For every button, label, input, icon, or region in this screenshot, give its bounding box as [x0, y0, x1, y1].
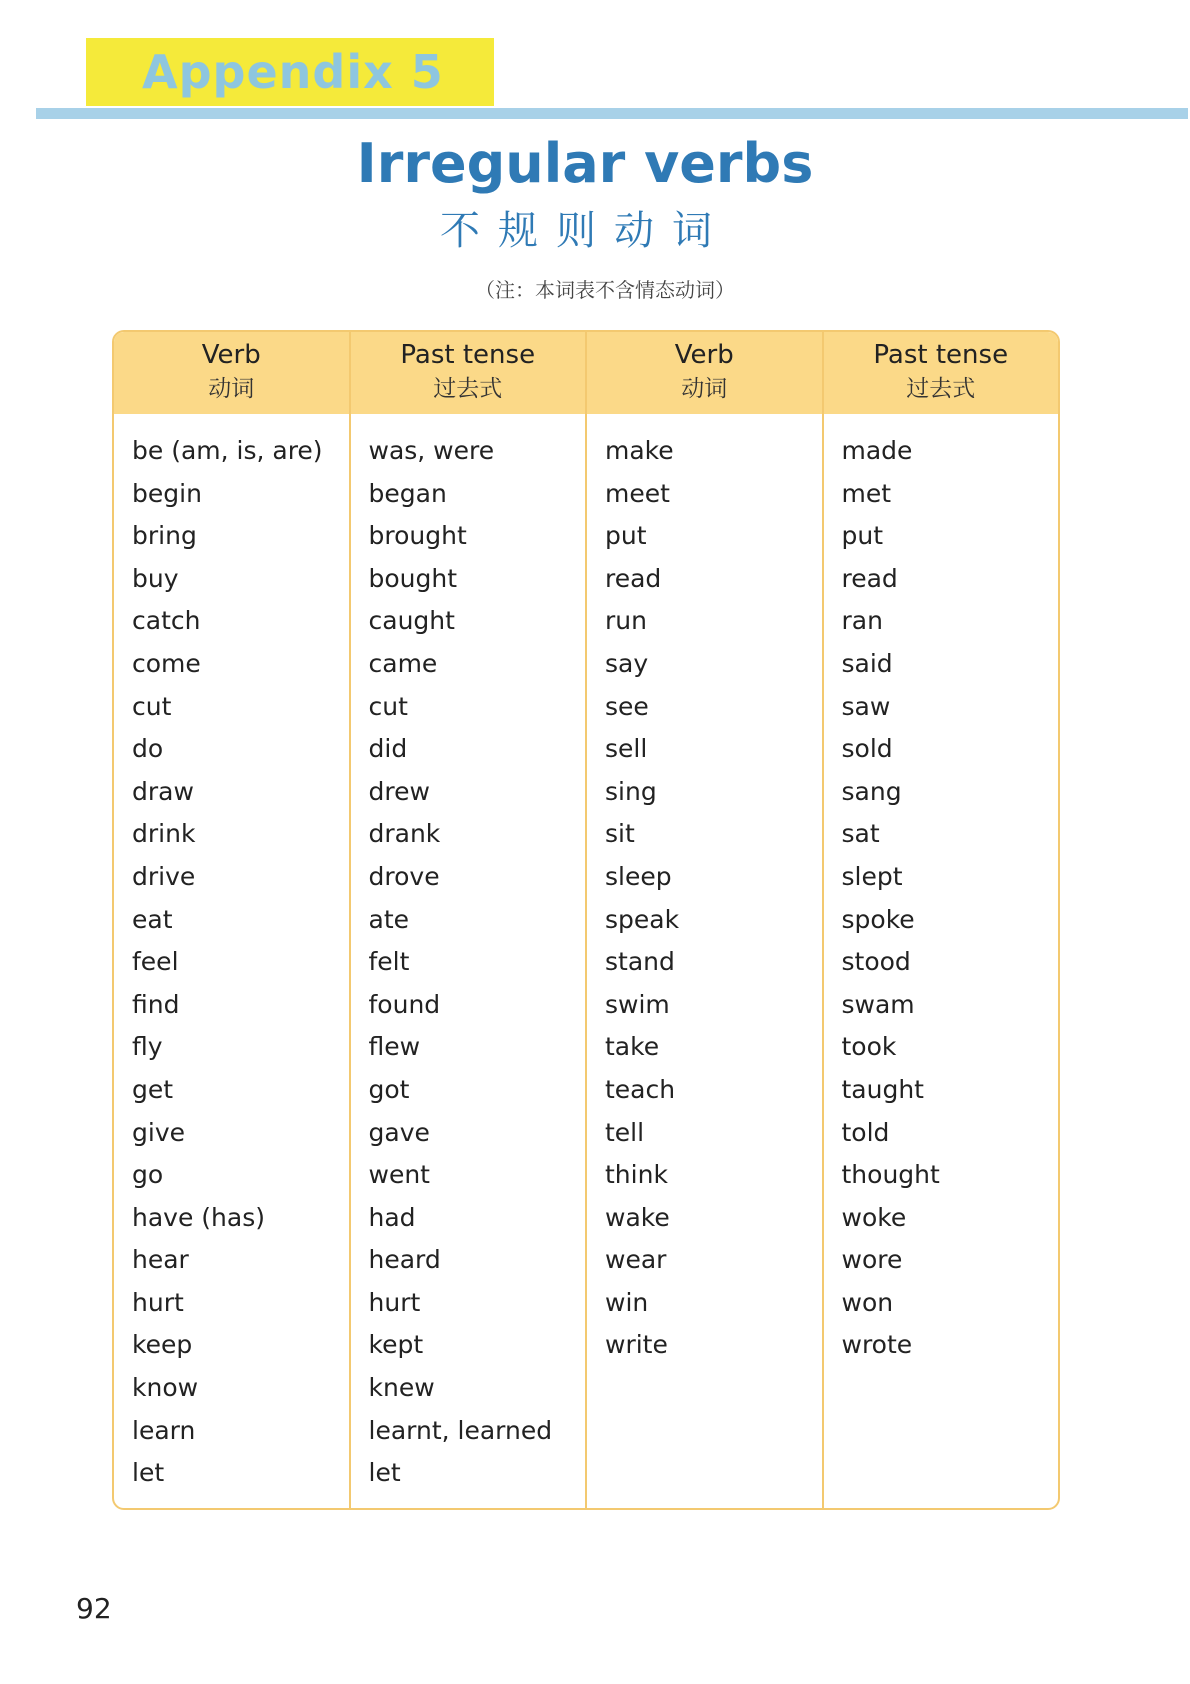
- table-cell: sleep: [605, 861, 672, 891]
- table-cell: hurt: [132, 1287, 184, 1317]
- table-cell: do: [132, 734, 164, 764]
- table-cell: have (has): [132, 1202, 265, 1232]
- page-title-cn: 不规则动词: [440, 208, 730, 254]
- table-cell: read: [841, 563, 898, 593]
- table-cell: ate: [368, 904, 410, 934]
- table-cell: got: [368, 1074, 410, 1104]
- table-cell: begin: [132, 478, 202, 508]
- table-cell: run: [605, 606, 647, 636]
- table-cell: wrote: [841, 1330, 913, 1360]
- table-cell: win: [605, 1287, 649, 1317]
- table-cell: knew: [368, 1373, 435, 1403]
- column-past-tense-1: [351, 414, 588, 1508]
- table-cell: had: [368, 1202, 416, 1232]
- table-header: [114, 332, 1058, 414]
- table-cell: thought: [841, 1160, 940, 1190]
- header-label: Verb: [674, 340, 734, 370]
- table-cell: met: [841, 478, 892, 508]
- table-cell: put: [605, 521, 647, 551]
- table-cell: drive: [132, 861, 196, 891]
- table-cell: gave: [368, 1117, 430, 1147]
- table-cell: told: [841, 1117, 890, 1147]
- appendix-label: Appendix 5: [142, 45, 444, 99]
- table-cell: eat: [132, 904, 173, 934]
- table-cell: wear: [605, 1245, 667, 1275]
- header-label: Past tense: [873, 340, 1009, 370]
- verb-table: [112, 330, 1060, 1510]
- table-cell: teach: [605, 1074, 676, 1104]
- header-label-cn: 动词: [208, 376, 255, 402]
- table-cell: read: [605, 563, 662, 593]
- table-cell: sell: [605, 734, 648, 764]
- table-cell: was, were: [368, 436, 495, 465]
- table-cell: bought: [368, 563, 458, 593]
- header-label-cn: 过去式: [433, 376, 503, 402]
- table-cell: give: [132, 1117, 185, 1147]
- note: （注：本词表不含情态动词）: [475, 278, 735, 302]
- table-cell: wore: [841, 1245, 903, 1275]
- table-cell: drink: [132, 819, 196, 849]
- table-cell: caught: [368, 606, 455, 636]
- table-cell: found: [368, 989, 441, 1019]
- table-cell: ran: [841, 606, 883, 636]
- header-verb-2: [587, 332, 824, 414]
- table-cell: brought: [368, 521, 467, 551]
- table-cell: sat: [841, 819, 880, 849]
- table-cell: drew: [368, 776, 430, 806]
- table-cell: write: [605, 1330, 668, 1360]
- table-cell: meet: [605, 478, 670, 508]
- table-cell: sing: [605, 776, 657, 806]
- table-cell: woke: [841, 1202, 907, 1232]
- table-cell: taught: [841, 1074, 924, 1104]
- table-cell: drank: [368, 819, 441, 849]
- table-cell: slept: [841, 861, 903, 891]
- table-cell: feel: [132, 947, 179, 977]
- table-cell: put: [841, 521, 884, 551]
- header-label-cn: 动词: [681, 376, 728, 402]
- table-cell: go: [132, 1160, 164, 1190]
- table-cell: cut: [368, 691, 408, 721]
- table-cell: learn: [132, 1415, 196, 1445]
- table-cell: find: [132, 989, 180, 1019]
- table-cell: draw: [132, 776, 194, 806]
- table-cell: said: [841, 648, 893, 678]
- table-cell: flew: [368, 1032, 421, 1062]
- table-cell: fly: [132, 1032, 163, 1062]
- table-cell: sang: [841, 776, 902, 806]
- header-verb-1: [114, 332, 351, 414]
- table-cell: heard: [368, 1245, 441, 1275]
- table-cell: say: [605, 648, 649, 678]
- table-cell: tell: [605, 1117, 645, 1147]
- table-cell: began: [368, 478, 447, 508]
- header-label: Verb: [201, 340, 261, 370]
- table-cell: let: [368, 1458, 401, 1488]
- table-cell: hurt: [368, 1287, 421, 1317]
- table-cell: come: [132, 648, 201, 678]
- table-cell: kept: [368, 1330, 424, 1360]
- table-cell: learnt, learned: [368, 1415, 553, 1445]
- column-verb-2: [587, 414, 824, 1508]
- table-cell: know: [132, 1373, 199, 1403]
- table-cell: catch: [132, 606, 201, 636]
- table-cell: cut: [132, 691, 172, 721]
- table-cell: saw: [841, 691, 891, 721]
- table-cell: wake: [605, 1202, 670, 1232]
- table-cell: made: [841, 436, 913, 465]
- table-cell: stood: [841, 947, 911, 977]
- table-cell: drove: [368, 861, 440, 891]
- table-cell: spoke: [841, 904, 915, 934]
- table-cell: felt: [368, 947, 410, 977]
- table-cell: keep: [132, 1330, 193, 1360]
- column-past-tense-2: [824, 414, 1059, 1508]
- table-cell: see: [605, 691, 649, 721]
- table-cell: went: [368, 1160, 430, 1190]
- header-label-cn: 过去式: [906, 376, 976, 402]
- header-label: Past tense: [400, 340, 536, 370]
- table-cell: sit: [605, 819, 635, 849]
- table-body: [114, 414, 1058, 1508]
- table-cell: take: [605, 1032, 660, 1062]
- table-cell: buy: [132, 563, 179, 593]
- header-past-tense-2: [824, 332, 1059, 414]
- table-cell: let: [132, 1458, 165, 1488]
- table-cell: think: [605, 1160, 668, 1190]
- table-cell: took: [841, 1032, 897, 1062]
- table-cell: get: [132, 1074, 174, 1104]
- table-cell: be (am, is, are): [132, 436, 323, 465]
- page-number: 92: [76, 1592, 112, 1625]
- table-cell: sold: [841, 734, 893, 764]
- table-cell: hear: [132, 1245, 189, 1275]
- header-past-tense-1: [351, 332, 588, 414]
- table-cell: make: [605, 436, 674, 465]
- table-cell: did: [368, 734, 408, 764]
- table-cell: won: [841, 1287, 894, 1317]
- table-cell: swim: [605, 989, 670, 1019]
- page-title: Irregular verbs: [356, 132, 814, 195]
- header-rule: [36, 108, 1188, 119]
- table-cell: speak: [605, 904, 680, 934]
- table-cell: stand: [605, 947, 675, 977]
- table-cell: bring: [132, 521, 197, 551]
- table-cell: swam: [841, 989, 915, 1019]
- column-verb-1: [114, 414, 351, 1508]
- table-cell: came: [368, 648, 438, 678]
